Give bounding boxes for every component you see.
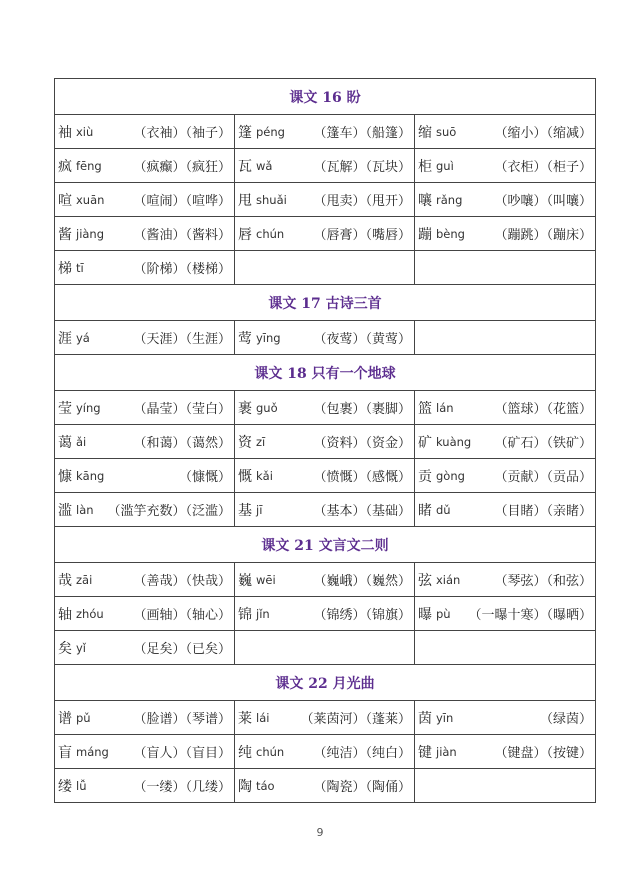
character-with-pinyin bbox=[418, 500, 451, 520]
vocab-entry bbox=[238, 604, 411, 624]
character: 涯 bbox=[58, 330, 72, 347]
vocab-cell bbox=[55, 183, 235, 217]
example-words: （陶瓷）（陶俑） bbox=[313, 780, 411, 795]
vocab-entry bbox=[58, 432, 231, 452]
table-row bbox=[55, 115, 596, 149]
lesson-header-cell bbox=[55, 79, 596, 115]
vocab-cell bbox=[415, 115, 596, 149]
pinyin: zī bbox=[256, 434, 266, 449]
vocab-entry bbox=[58, 466, 231, 486]
character: 梯 bbox=[58, 260, 72, 277]
character: 茵 bbox=[418, 710, 432, 727]
example-words: （滥竽充数）（泛滥） bbox=[107, 504, 231, 519]
vocab-entry bbox=[238, 224, 411, 244]
vocab-entry bbox=[238, 570, 411, 590]
character-with-pinyin bbox=[238, 432, 265, 452]
empty-cell bbox=[415, 769, 596, 803]
vocab-cell bbox=[415, 563, 596, 597]
example-words: （衣袖）（袖子） bbox=[133, 126, 231, 141]
character-with-pinyin bbox=[238, 328, 281, 348]
character-with-pinyin bbox=[238, 224, 284, 244]
pinyin: lái bbox=[256, 710, 270, 725]
table-row bbox=[55, 459, 596, 493]
example-words: （瓦解）（瓦块） bbox=[313, 160, 411, 175]
vocab-entry bbox=[58, 604, 231, 624]
vocab-entry bbox=[238, 742, 411, 762]
example-words: （喧闹）（喧哗） bbox=[133, 194, 231, 209]
character-with-pinyin bbox=[418, 224, 465, 244]
character-with-pinyin bbox=[58, 638, 86, 658]
example-words: （唇膏）（嘴唇） bbox=[313, 228, 411, 243]
example-words: （吵嚷）（叫嚷） bbox=[494, 194, 592, 209]
vocab-entry bbox=[418, 742, 592, 762]
lesson-header-cell bbox=[55, 527, 596, 563]
table-body bbox=[55, 79, 596, 803]
vocab-cell bbox=[235, 115, 415, 149]
character: 陶 bbox=[238, 778, 252, 795]
example-words: （晶莹）（莹白） bbox=[133, 402, 231, 417]
lesson-title: 课文 18 只有一个地球 bbox=[254, 365, 396, 382]
vocab-cell bbox=[415, 425, 596, 459]
vocab-cell bbox=[415, 217, 596, 251]
character: 键 bbox=[418, 744, 432, 761]
character-with-pinyin bbox=[418, 708, 453, 728]
vocab-entry bbox=[418, 500, 592, 520]
character: 篮 bbox=[418, 400, 432, 417]
vocab-entry bbox=[238, 432, 411, 452]
pinyin: kǎi bbox=[256, 468, 273, 483]
vocab-entry bbox=[58, 190, 231, 210]
pinyin: péng bbox=[256, 124, 285, 139]
vocab-entry bbox=[58, 156, 231, 176]
character-with-pinyin bbox=[58, 708, 91, 728]
character-with-pinyin bbox=[418, 604, 451, 624]
character: 矣 bbox=[58, 640, 72, 657]
example-words: （篮球）（花篮） bbox=[494, 402, 592, 417]
vocab-entry bbox=[418, 604, 592, 624]
character-with-pinyin bbox=[418, 742, 457, 762]
example-words: （蹦跳）（蹦床） bbox=[494, 228, 592, 243]
character: 蹦 bbox=[418, 226, 432, 243]
character: 慨 bbox=[238, 468, 252, 485]
pinyin: pù bbox=[436, 606, 451, 621]
vocab-cell bbox=[55, 251, 235, 285]
pinyin: jiàn bbox=[436, 744, 457, 759]
character: 矿 bbox=[418, 434, 432, 451]
character: 哉 bbox=[58, 572, 72, 589]
vocab-cell bbox=[55, 597, 235, 631]
character: 谱 bbox=[58, 710, 72, 727]
character-with-pinyin bbox=[58, 258, 84, 278]
vocab-entry bbox=[238, 708, 411, 728]
character: 裹 bbox=[238, 400, 252, 417]
example-words: （纯洁）（纯白） bbox=[313, 746, 411, 761]
vocab-cell bbox=[415, 149, 596, 183]
character: 慷 bbox=[58, 468, 72, 485]
example-words: （阶梯）（楼梯） bbox=[133, 262, 231, 277]
empty-cell bbox=[235, 251, 415, 285]
character-with-pinyin bbox=[238, 742, 284, 762]
vocab-entry bbox=[238, 328, 411, 348]
character-with-pinyin bbox=[238, 398, 278, 418]
character-with-pinyin bbox=[58, 432, 86, 452]
vocab-cell bbox=[55, 149, 235, 183]
character-with-pinyin bbox=[238, 156, 272, 176]
character-with-pinyin bbox=[58, 122, 93, 142]
table-row bbox=[55, 251, 596, 285]
pinyin: zhóu bbox=[76, 606, 104, 621]
vocab-cell bbox=[55, 631, 235, 665]
pinyin: guì bbox=[436, 158, 454, 173]
vocab-cell bbox=[55, 217, 235, 251]
character-with-pinyin bbox=[58, 742, 109, 762]
vocab-cell bbox=[415, 459, 596, 493]
lesson-title: 课文 17 古诗三首 bbox=[268, 295, 382, 312]
vocab-entry bbox=[58, 258, 231, 278]
pinyin: yá bbox=[76, 330, 90, 345]
vocab-cell bbox=[55, 459, 235, 493]
character: 酱 bbox=[58, 226, 72, 243]
character: 资 bbox=[238, 434, 252, 451]
character-with-pinyin bbox=[418, 466, 465, 486]
example-words: （目睹）（亲睹） bbox=[494, 504, 592, 519]
example-words: （脸谱）（琴谱） bbox=[133, 712, 231, 727]
pinyin: yǐ bbox=[76, 640, 87, 655]
vocab-entry bbox=[418, 432, 592, 452]
pinyin: guǒ bbox=[256, 400, 278, 415]
pinyin: gòng bbox=[436, 468, 465, 483]
vocab-cell bbox=[235, 149, 415, 183]
example-words: （巍峨）（巍然） bbox=[313, 574, 411, 589]
vocab-entry bbox=[238, 398, 411, 418]
vocab-entry bbox=[58, 328, 231, 348]
table-row bbox=[55, 391, 596, 425]
pinyin: shuǎi bbox=[256, 192, 287, 207]
pinyin: yíng bbox=[76, 400, 101, 415]
vocab-cell bbox=[55, 563, 235, 597]
character: 纯 bbox=[238, 744, 252, 761]
pinyin: jī bbox=[256, 502, 263, 517]
table-row bbox=[55, 735, 596, 769]
pinyin: pǔ bbox=[76, 710, 91, 725]
example-words: （慷慨） bbox=[178, 470, 231, 485]
table-row bbox=[55, 321, 596, 355]
pinyin: ǎi bbox=[76, 434, 87, 449]
character: 巍 bbox=[238, 572, 252, 589]
vocab-entry bbox=[58, 398, 231, 418]
example-words: （篷车）（船篷） bbox=[313, 126, 411, 141]
vocab-entry bbox=[58, 776, 231, 796]
vocab-entry bbox=[58, 224, 231, 244]
example-words: （资料）（资金） bbox=[313, 436, 411, 451]
character-with-pinyin bbox=[418, 570, 460, 590]
vocab-cell bbox=[415, 391, 596, 425]
table-row bbox=[55, 217, 596, 251]
vocab-entry bbox=[418, 570, 592, 590]
vocab-cell bbox=[55, 321, 235, 355]
character-with-pinyin bbox=[58, 604, 104, 624]
pinyin: kuàng bbox=[436, 434, 472, 449]
table-row bbox=[55, 769, 596, 803]
vocab-entry bbox=[238, 122, 411, 142]
vocab-entry bbox=[238, 776, 411, 796]
character: 曝 bbox=[418, 606, 432, 623]
vocab-cell bbox=[415, 183, 596, 217]
pinyin: xuān bbox=[76, 192, 105, 207]
vocab-cell bbox=[235, 701, 415, 735]
pinyin: chún bbox=[256, 744, 285, 759]
lesson-header-row bbox=[55, 527, 596, 563]
character: 柜 bbox=[418, 158, 432, 175]
example-words: （贡献）（贡品） bbox=[494, 470, 592, 485]
lesson-header-cell bbox=[55, 665, 596, 701]
vocab-cell bbox=[235, 391, 415, 425]
character-with-pinyin bbox=[58, 500, 94, 520]
vocab-cell bbox=[235, 769, 415, 803]
example-words: （足矣）（已矣） bbox=[133, 642, 231, 657]
character: 缕 bbox=[58, 778, 72, 795]
vocab-cell bbox=[55, 391, 235, 425]
character: 莹 bbox=[58, 400, 72, 417]
example-words: （衣柜）（柜子） bbox=[494, 160, 592, 175]
table-row bbox=[55, 597, 596, 631]
vocab-entry bbox=[418, 466, 592, 486]
pinyin: lǚ bbox=[76, 778, 87, 793]
vocab-entry bbox=[58, 742, 231, 762]
pinyin: jiàng bbox=[76, 226, 105, 241]
pinyin: máng bbox=[76, 744, 109, 759]
character-with-pinyin bbox=[58, 328, 90, 348]
vocab-entry bbox=[418, 398, 592, 418]
character: 甩 bbox=[238, 192, 252, 209]
lesson-title: 课文 21 文言文二则 bbox=[261, 537, 389, 554]
example-words: （缩小）（缩减） bbox=[494, 126, 592, 141]
pinyin: lán bbox=[436, 400, 454, 415]
vocab-entry bbox=[58, 708, 231, 728]
vocab-cell bbox=[235, 425, 415, 459]
character: 基 bbox=[238, 502, 252, 519]
pinyin: táo bbox=[256, 778, 275, 793]
table-row bbox=[55, 701, 596, 735]
character: 盲 bbox=[58, 744, 72, 761]
character-with-pinyin bbox=[418, 432, 471, 452]
empty-cell bbox=[415, 631, 596, 665]
character: 滥 bbox=[58, 502, 72, 519]
vocab-entry bbox=[58, 500, 231, 520]
pinyin: jǐn bbox=[256, 606, 270, 621]
pinyin: fēng bbox=[76, 158, 102, 173]
vocab-cell bbox=[235, 459, 415, 493]
pinyin: kāng bbox=[76, 468, 105, 483]
vocab-cell bbox=[235, 321, 415, 355]
example-words: （疯癫）（疯狂） bbox=[133, 160, 231, 175]
lesson-header-row bbox=[55, 79, 596, 115]
character: 莱 bbox=[238, 710, 252, 727]
character-with-pinyin bbox=[58, 190, 104, 210]
pinyin: zāi bbox=[76, 572, 93, 587]
table-row bbox=[55, 631, 596, 665]
character-with-pinyin bbox=[418, 122, 456, 142]
table-row bbox=[55, 183, 596, 217]
pinyin: xián bbox=[436, 572, 461, 587]
example-words: （矿石）（铁矿） bbox=[494, 436, 592, 451]
pinyin: wēi bbox=[256, 572, 276, 587]
character: 瓦 bbox=[238, 158, 252, 175]
vocab-entry bbox=[238, 466, 411, 486]
vocab-entry bbox=[418, 156, 592, 176]
lesson-title: 课文 16 盼 bbox=[289, 89, 361, 106]
pinyin: yīn bbox=[436, 710, 454, 725]
character: 篷 bbox=[238, 124, 252, 141]
example-words: （包裹）（裹脚） bbox=[313, 402, 411, 417]
lesson-header-row bbox=[55, 285, 596, 321]
character-with-pinyin bbox=[418, 190, 462, 210]
vocab-cell bbox=[235, 735, 415, 769]
character: 袖 bbox=[58, 124, 72, 141]
pinyin: rǎng bbox=[436, 192, 463, 207]
vocab-cell bbox=[55, 735, 235, 769]
pinyin: chún bbox=[256, 226, 285, 241]
vocab-cell bbox=[55, 769, 235, 803]
table-row bbox=[55, 493, 596, 527]
pinyin: làn bbox=[76, 502, 94, 517]
character-with-pinyin bbox=[238, 466, 273, 486]
character: 嚷 bbox=[418, 192, 432, 209]
character: 疯 bbox=[58, 158, 72, 175]
character-with-pinyin bbox=[58, 776, 86, 796]
lesson-header-row bbox=[55, 665, 596, 701]
vocab-cell bbox=[235, 183, 415, 217]
character-with-pinyin bbox=[238, 500, 262, 520]
vocab-cell bbox=[415, 597, 596, 631]
vocab-entry bbox=[418, 122, 592, 142]
example-words: （莱茵河）（蓬莱） bbox=[300, 712, 411, 727]
example-words: （善哉）（快哉） bbox=[133, 574, 231, 589]
vocab-entry bbox=[238, 156, 411, 176]
example-words: （盲人）（盲目） bbox=[133, 746, 231, 761]
pinyin: dǔ bbox=[436, 502, 451, 517]
example-words: （画轴）（轴心） bbox=[133, 608, 231, 623]
vocab-cell bbox=[55, 115, 235, 149]
character: 锦 bbox=[238, 606, 252, 623]
vocab-entry bbox=[238, 500, 411, 520]
character: 贡 bbox=[418, 468, 432, 485]
vocab-cell bbox=[55, 701, 235, 735]
character-with-pinyin bbox=[238, 604, 270, 624]
character-with-pinyin bbox=[238, 122, 285, 142]
example-words: （键盘）（按键） bbox=[494, 746, 592, 761]
vocab-cell bbox=[55, 425, 235, 459]
example-words: （夜莺）（黄莺） bbox=[313, 332, 411, 347]
pinyin: yīng bbox=[256, 330, 281, 345]
vocab-entry bbox=[58, 570, 231, 590]
lesson-header-cell bbox=[55, 285, 596, 321]
character-with-pinyin bbox=[238, 570, 276, 590]
vocab-cell bbox=[415, 735, 596, 769]
character: 轴 bbox=[58, 606, 72, 623]
character: 喧 bbox=[58, 192, 72, 209]
character-with-pinyin bbox=[418, 156, 454, 176]
vocab-cell bbox=[55, 493, 235, 527]
example-words: （和蔼）（蔼然） bbox=[133, 436, 231, 451]
example-words: （一缕）（几缕） bbox=[133, 780, 231, 795]
lesson-header-row bbox=[55, 355, 596, 391]
character-with-pinyin bbox=[58, 398, 101, 418]
pinyin: bèng bbox=[436, 226, 465, 241]
page-number: 9 bbox=[316, 826, 324, 839]
example-words: （锦绣）（锦旗） bbox=[313, 608, 411, 623]
vocab-cell bbox=[235, 563, 415, 597]
empty-cell bbox=[235, 631, 415, 665]
vocab-entry bbox=[418, 190, 592, 210]
lesson-header-cell bbox=[55, 355, 596, 391]
pinyin: suō bbox=[436, 124, 457, 139]
pinyin: xiù bbox=[76, 124, 94, 139]
empty-cell bbox=[415, 251, 596, 285]
example-words: （甩卖）（甩开） bbox=[313, 194, 411, 209]
character: 睹 bbox=[418, 502, 432, 519]
character: 缩 bbox=[418, 124, 432, 141]
character-with-pinyin bbox=[58, 156, 102, 176]
empty-cell bbox=[415, 321, 596, 355]
vocab-cell bbox=[235, 597, 415, 631]
table-row bbox=[55, 563, 596, 597]
vocab-entry bbox=[238, 190, 411, 210]
character: 莺 bbox=[238, 330, 252, 347]
example-words: （愤慨）（感慨） bbox=[313, 470, 411, 485]
vocab-cell bbox=[415, 701, 596, 735]
vocab-entry bbox=[418, 224, 592, 244]
example-words: （琴弦）（和弦） bbox=[494, 574, 592, 589]
character-with-pinyin bbox=[238, 190, 287, 210]
pinyin: wǎ bbox=[256, 158, 273, 173]
vocab-entry bbox=[58, 122, 231, 142]
character: 蔼 bbox=[58, 434, 72, 451]
example-words: （酱油）（酱料） bbox=[133, 228, 231, 243]
example-words: （一曝十寒）（曝晒） bbox=[468, 608, 592, 623]
character: 唇 bbox=[238, 226, 252, 243]
character-with-pinyin bbox=[418, 398, 454, 418]
vocab-cell bbox=[415, 493, 596, 527]
vocabulary-table bbox=[54, 78, 596, 803]
example-words: （天涯）（生涯） bbox=[133, 332, 231, 347]
vocab-cell bbox=[235, 217, 415, 251]
table-row bbox=[55, 149, 596, 183]
example-words: （基本）（基础） bbox=[313, 504, 411, 519]
pinyin: tī bbox=[76, 260, 84, 275]
character-with-pinyin bbox=[238, 708, 269, 728]
character-with-pinyin bbox=[58, 224, 104, 244]
character: 弦 bbox=[418, 572, 432, 589]
vocab-cell bbox=[235, 493, 415, 527]
example-words: （绿茵） bbox=[539, 712, 592, 727]
table-row bbox=[55, 425, 596, 459]
vocab-entry bbox=[58, 638, 231, 658]
vocab-entry bbox=[418, 708, 592, 728]
character-with-pinyin bbox=[58, 570, 92, 590]
character-with-pinyin bbox=[238, 776, 275, 796]
character-with-pinyin bbox=[58, 466, 104, 486]
lesson-title: 课文 22 月光曲 bbox=[275, 675, 375, 692]
